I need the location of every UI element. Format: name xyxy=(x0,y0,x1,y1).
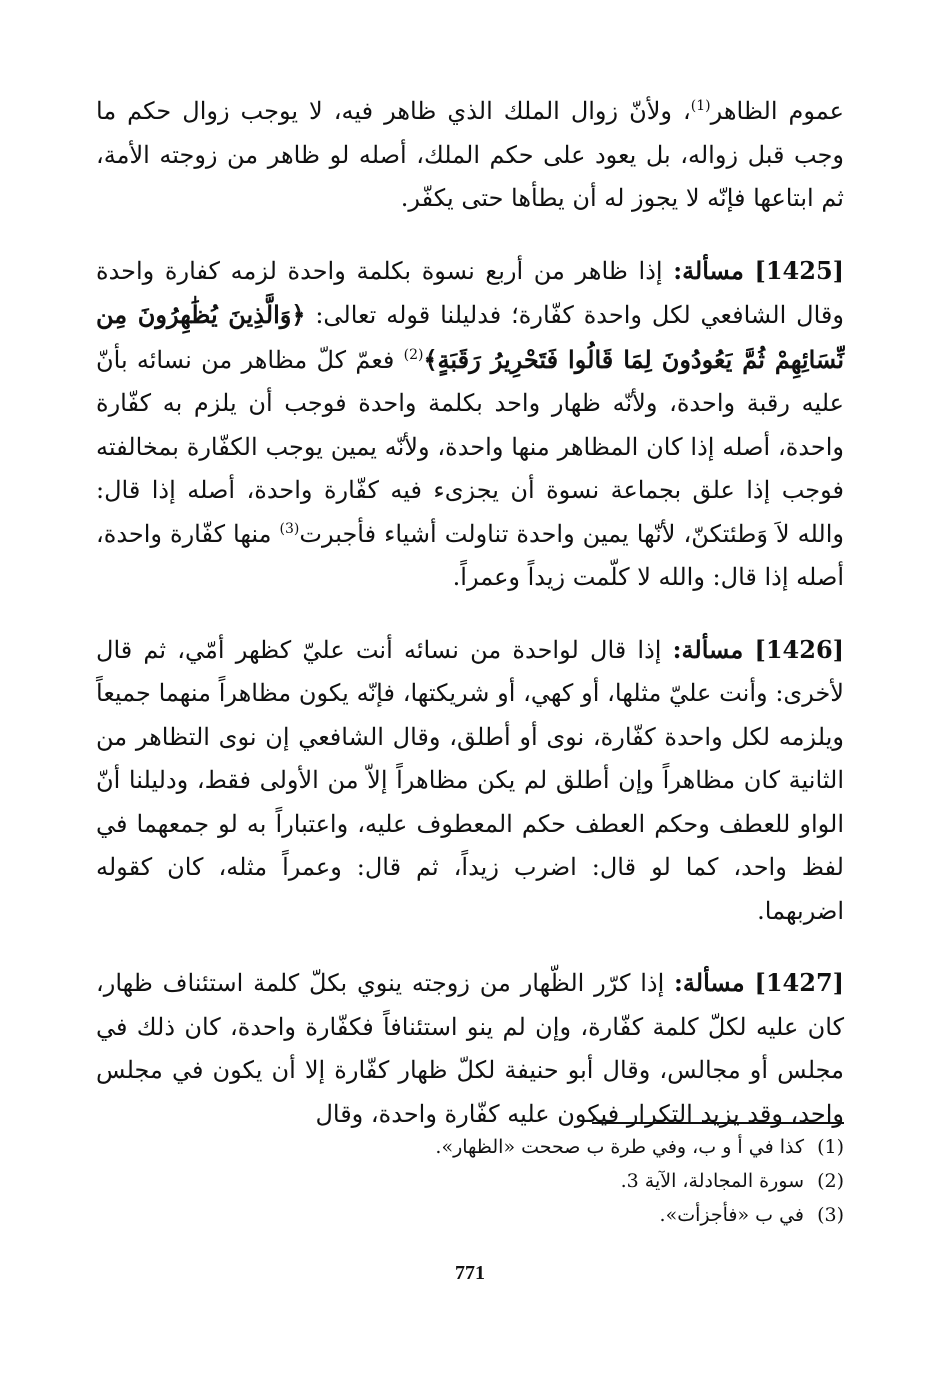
issue-label: مسألة: xyxy=(673,255,744,285)
footnote-text: كذا في أ و ب، وفي طرة ب صححت «الظهار». xyxy=(435,1136,804,1158)
issue-1426 xyxy=(96,628,844,934)
issue-number: [1425] xyxy=(754,255,844,285)
footnote-number: (1) xyxy=(817,1136,844,1158)
issue-1425 xyxy=(96,249,844,600)
issue-label: مسألة: xyxy=(672,634,744,664)
quran-verse: ﴿وَالَّذِينَ يُظَٰهِرُونَ مِن نِّسَائِهِمْ ثُمَّ يَعُودُونَ لِمَا قَالُوا فَتَحْرِيرُ رَقَبَةٍ﴾ xyxy=(96,300,844,374)
issue-number: [1427] xyxy=(754,968,844,997)
footnotes xyxy=(96,1130,844,1232)
page-number: 771 xyxy=(455,1262,485,1284)
footnote-ref-2: (2) xyxy=(403,346,424,363)
footnote-ref-3: (3) xyxy=(279,520,300,537)
issue-text-cont: فعمّ كلّ مظاهر من نسائه بأنّ عليه رقبة واحدة، ولأنّه ظهار واحد بكلمة واحدة فوجب أن يلزم به كفّارة واحدة، أصله إذا كان المظاهر منها واحدة، ولأنّه يمين يوجب الكفّارة بمخالفته فوجب إذا علق بجماعة نسوة أن يجزىء فيه كفّارة واحدة، أصله إذا قال: والله لاَ وَطئتكنّ، لأنّها يمين واحدة تناولت أشياء فأجبرت xyxy=(96,345,844,548)
footnote-text: في ب «فأجزأت». xyxy=(659,1204,804,1226)
footnote-text: سورة المجادلة، الآية 3. xyxy=(620,1170,804,1192)
footnote-number: (3) xyxy=(817,1204,844,1226)
issue-number: [1426] xyxy=(754,634,844,664)
paragraph-continuation xyxy=(96,90,844,221)
issue-1427 xyxy=(96,961,844,1136)
footnote-1 xyxy=(96,1130,844,1164)
footnote-divider xyxy=(592,1122,844,1124)
issue-label: مسألة: xyxy=(674,968,745,997)
footnote-number: (2) xyxy=(817,1170,844,1192)
paragraph-text-start: عموم الظاهر xyxy=(710,97,844,125)
issue-text: إذا قال لواحدة من نسائه أنت عليّ كظهر أمّي، ثم قال لأخرى: وأنت عليّ مثلها، أو كهي، أو شريكتها، فإنّه يكون مظاهراً منهما جميعاً ويلزمه لكل واحدة كفّارة، نوى أو أطلق، وقال الشافعي إن نوى التظاهر من الثانية كان مظاهراً وإن أطلق لم يكن مظاهراً إلاّ من الأولى فقط، ودليلنا أنّ الواو للعطف وحكم العطف حكم المعطوف عليه، واعتباراً به لو جمعهما في لفظ واحد، كما لو قال: اضرب زيداً، ثم قال: وعمراً مثله، كان كقوله اضربهما. xyxy=(96,635,844,925)
footnote-ref-1: (1) xyxy=(690,98,711,114)
paragraph-text-end: ، ولأنّ زوال الملك الذي ظاهر فيه، لا يوجب زوال حكم ما وجب قبل زواله، بل يعود على حكم الملك، أصله لو ظاهر من زوجته الأمة، ثم ابتاعها فإنّه لا يجوز له أن يطأها حتى يكفّر. xyxy=(96,97,845,212)
footnote-3 xyxy=(96,1198,844,1232)
footnote-2 xyxy=(96,1164,844,1198)
issue-text-end: منها كفّارة واحدة، أصله إذا قال: والله لا كلّمت زيداً وعمراً. xyxy=(96,519,844,591)
issue-text: إذا ظاهر من أربع نسوة بكلمة واحدة لزمه كفارة واحدة وقال الشافعي لكل واحدة كفّارة؛ فدليلنا قوله تعالى: xyxy=(96,256,844,329)
issue-text: إذا كرّر الظّهار من زوجته ينوي بكلّ كلمة استئناف ظهار، كان عليه لكلّ كلمة كفّارة، وإن لم ينو استئنافاً فكفّارة واحدة، كان ذلك في مجلس أو مجالس، وقال أبو حنيفة لكلّ ظهار كفّارة إلا أن يكون في مجلس واحد، وقد يزيد التكرار فيكون عليه كفّارة واحدة، وقال xyxy=(96,969,844,1128)
